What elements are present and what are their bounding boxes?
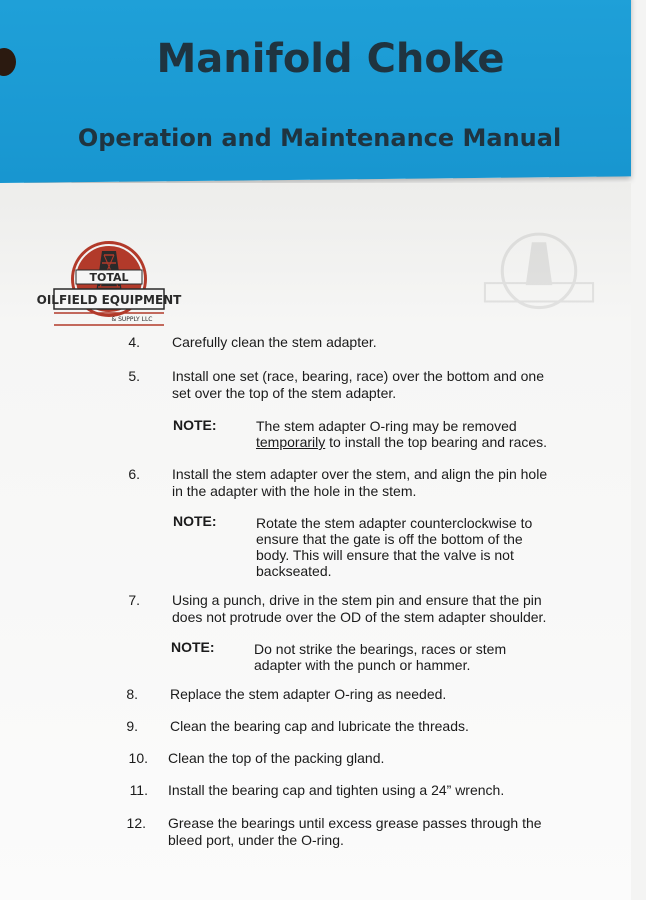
step-number: 11. xyxy=(129,782,148,798)
cover-title: Manifold Choke xyxy=(156,36,505,82)
step-number: 4. xyxy=(128,334,140,350)
step-text: Grease the bearings until excess grease passes through the bleed port, under the O-ring. xyxy=(168,815,542,848)
note-text xyxy=(256,418,556,450)
step-number: 10. xyxy=(128,750,148,766)
step-text: Install the bearing cap and tighten using a 24” wrench. xyxy=(168,782,505,798)
step-text: Clean the top of the packing gland. xyxy=(168,750,385,766)
company-logo xyxy=(36,237,182,335)
logo-word-oilfield: OILFIELD EQUIPMENT xyxy=(36,293,182,307)
step-text: Replace the stem adapter O-ring as needed. xyxy=(170,686,447,702)
step-number: 8. xyxy=(126,686,138,702)
logo-word-total: TOTAL xyxy=(89,271,129,284)
step-text: Install the stem adapter over the stem, and align the pin hole in the adapter with the hole in the stem. xyxy=(172,466,548,499)
note-text-underlined: temporarily xyxy=(256,434,326,450)
binder-hole xyxy=(0,48,16,76)
note-label: NOTE: xyxy=(171,639,215,655)
cover-subtitle: Operation and Maintenance Manual xyxy=(77,124,562,152)
step-text: Carefully clean the stem adapter. xyxy=(172,334,377,350)
step-number: 12. xyxy=(126,815,146,831)
step-number: 6. xyxy=(128,466,140,482)
step-text: Using a punch, drive in the stem pin and ensure that the pin does not protrude over the OD of the stem adapter shoulder. xyxy=(172,592,547,625)
cover-band xyxy=(0,0,631,183)
note-label: NOTE: xyxy=(173,417,217,433)
step-number: 7. xyxy=(128,592,140,608)
note-text-part: The stem adapter O-ring may be removed xyxy=(256,418,517,434)
step-text: Clean the bearing cap and lubricate the threads. xyxy=(170,718,469,734)
note-text: Do not strike the bearings, races or stem adapter with the punch or hammer. xyxy=(254,641,507,673)
bleed-through-logo-icon xyxy=(478,228,600,328)
step-number: 5. xyxy=(128,368,140,384)
note-label: NOTE: xyxy=(173,513,217,529)
note-text-part: to install the top bearing and races. xyxy=(325,434,548,450)
step-number: 9. xyxy=(126,718,138,734)
logo-word-supply: & SUPPLY LLC xyxy=(111,316,153,323)
step-text: Install one set (race, bearing, race) over the bottom and one set over the top of the stem adapter. xyxy=(172,368,544,401)
note-text: Rotate the stem adapter counterclockwise to ensure that the gate is off the bottom of the body. This will ensure that the valve is not backseated. xyxy=(256,515,533,579)
